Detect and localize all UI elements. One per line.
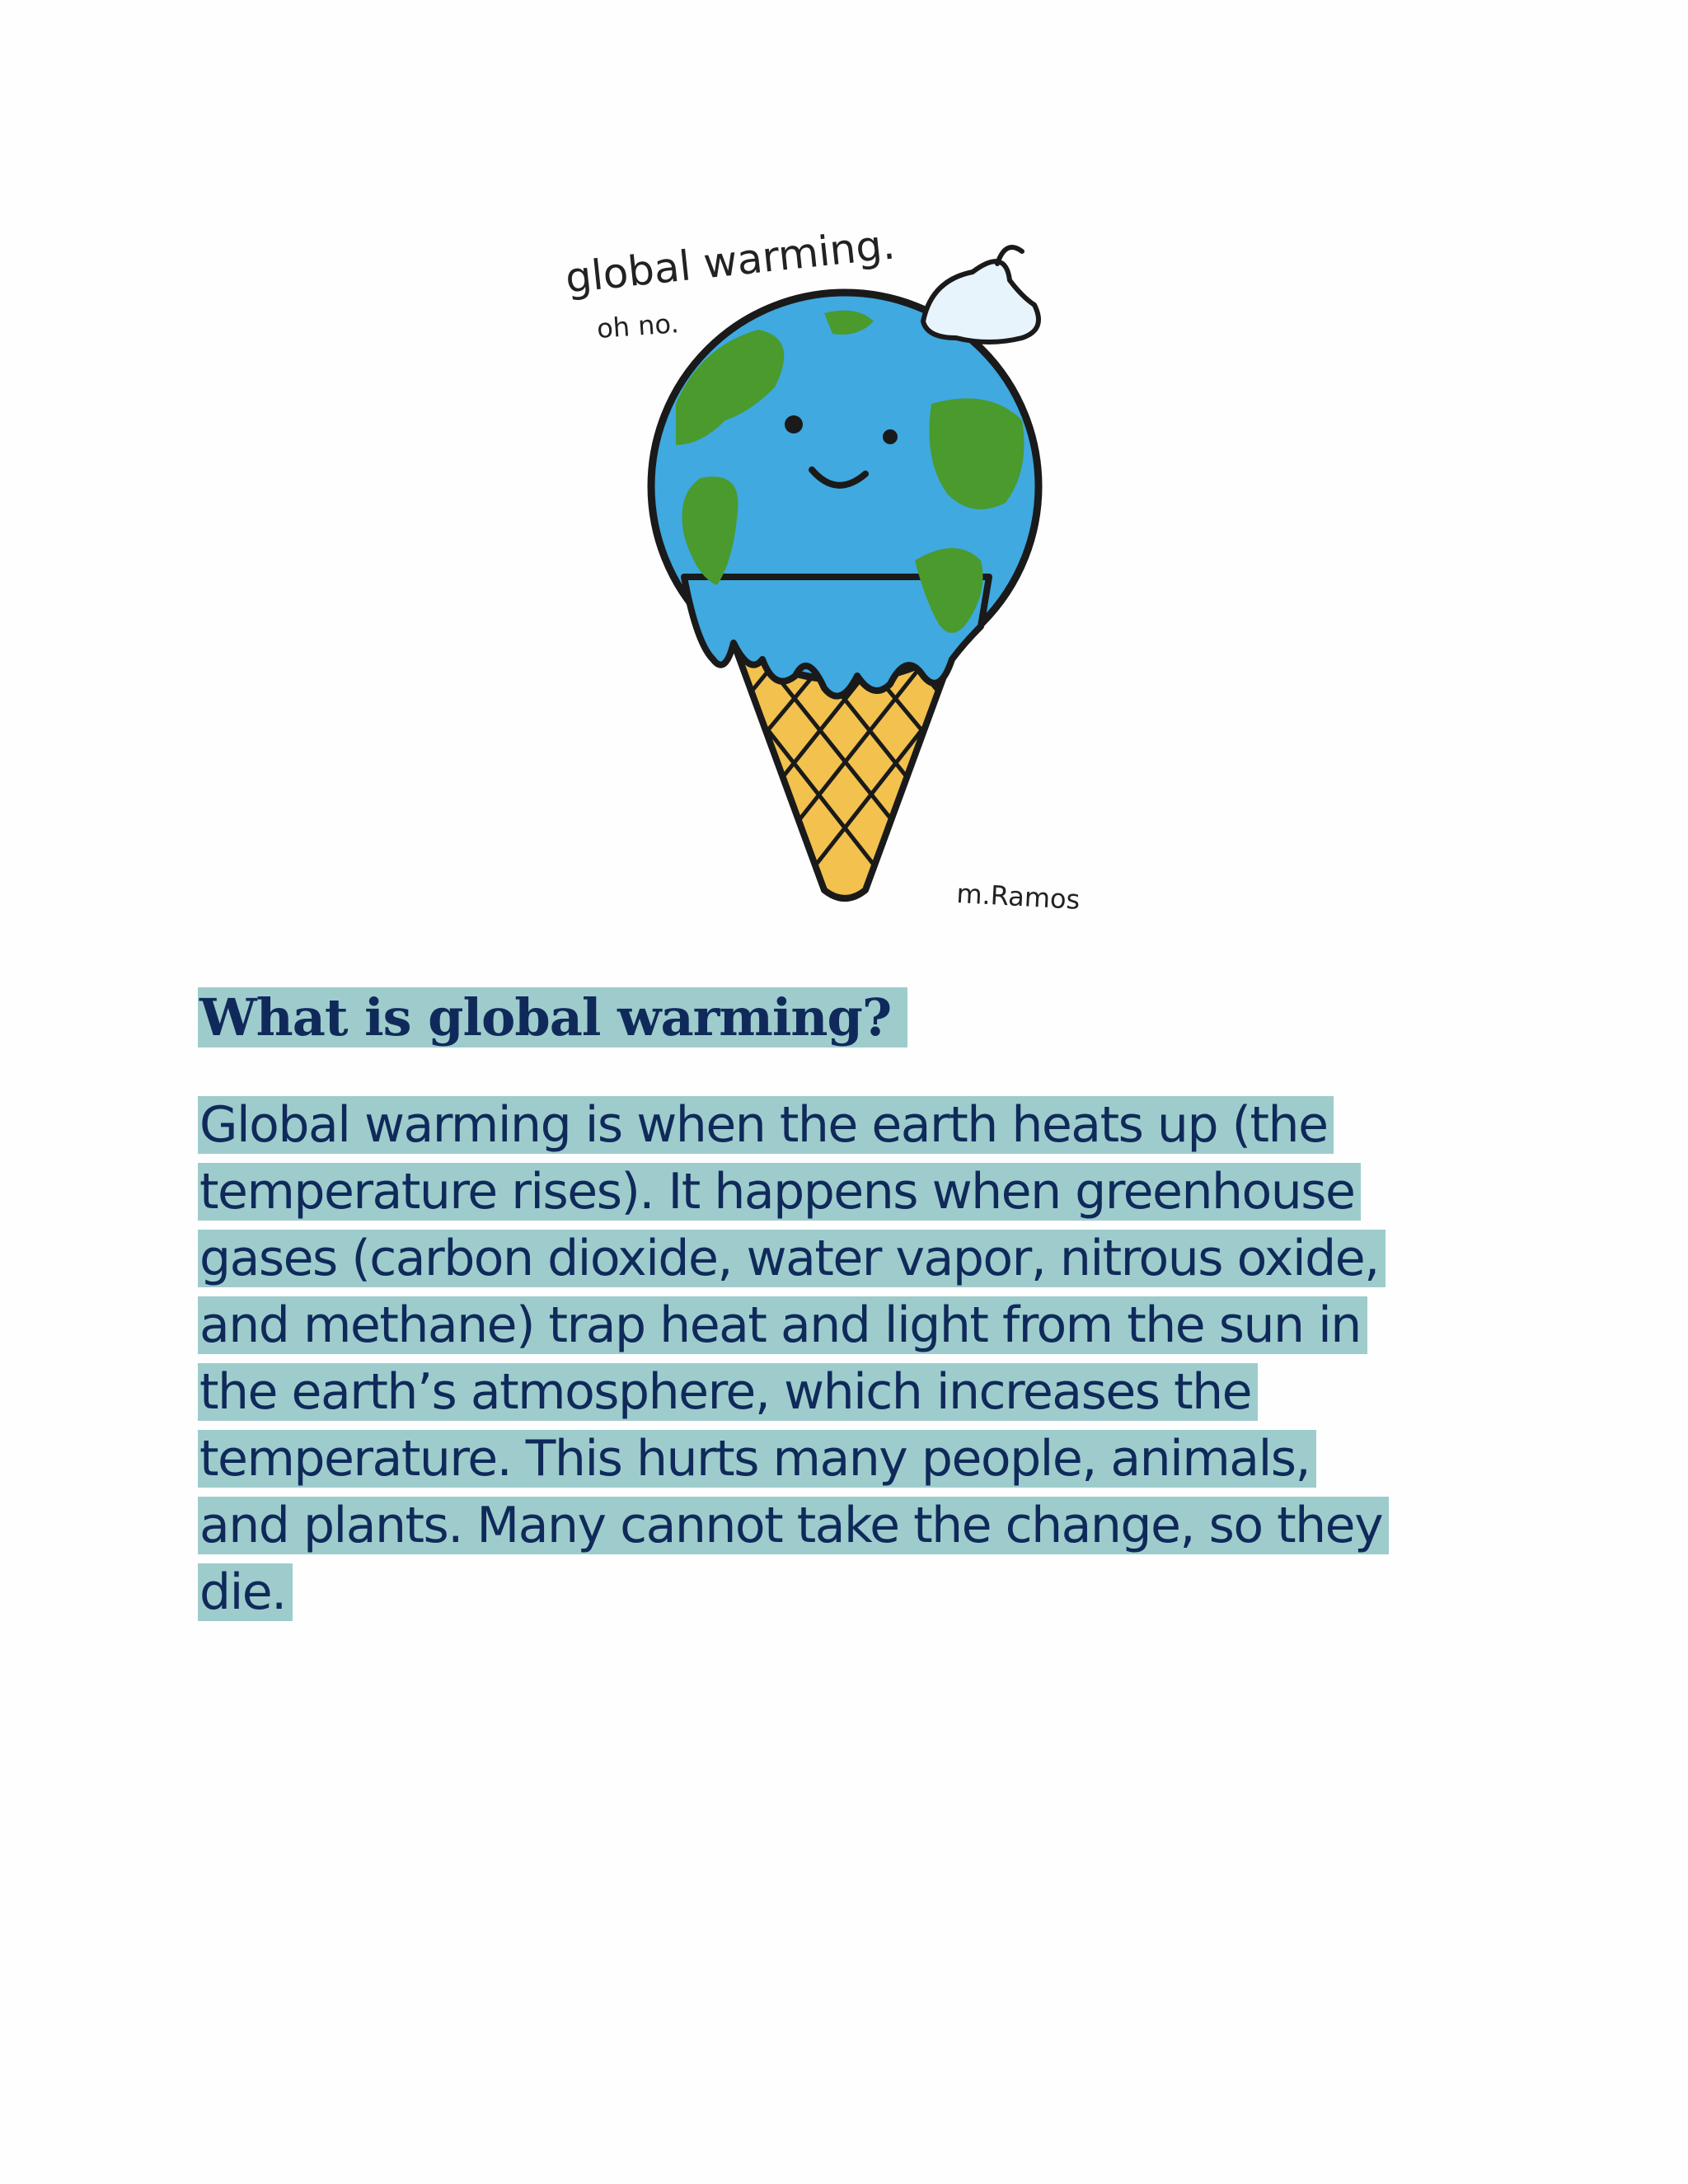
- body-line: and methane) trap heat and light from the sun in: [198, 1292, 1484, 1359]
- earth-ice-cream-drawing: [560, 214, 1121, 923]
- earth-ice-cream-illustration: [560, 214, 1121, 923]
- whipped-cream: [923, 247, 1039, 342]
- body-line: and plants. Many cannot take the change, so they: [198, 1493, 1484, 1559]
- page-heading: What is global warming?: [198, 987, 907, 1047]
- earth-scoop: [651, 293, 1039, 696]
- body-line: die.: [198, 1559, 1484, 1626]
- body-line: temperature. This hurts many people, animals,: [198, 1426, 1484, 1493]
- body-line: the earth’s atmosphere, which increases the: [198, 1359, 1484, 1426]
- heading-block: [198, 977, 1187, 1059]
- body-line: temperature rises). It happens when greenhouse: [198, 1159, 1484, 1226]
- caption-global-warming: global warming.: [563, 220, 898, 302]
- body-line: Global warming is when the earth heats up (the: [198, 1092, 1484, 1159]
- body-paragraph: [198, 1092, 1484, 1626]
- body-line: gases (carbon dioxide, water vapor, nitrous oxide,: [198, 1226, 1484, 1292]
- caption-oh-no: oh no.: [595, 307, 680, 344]
- artist-signature: m.Ramos: [955, 878, 1081, 916]
